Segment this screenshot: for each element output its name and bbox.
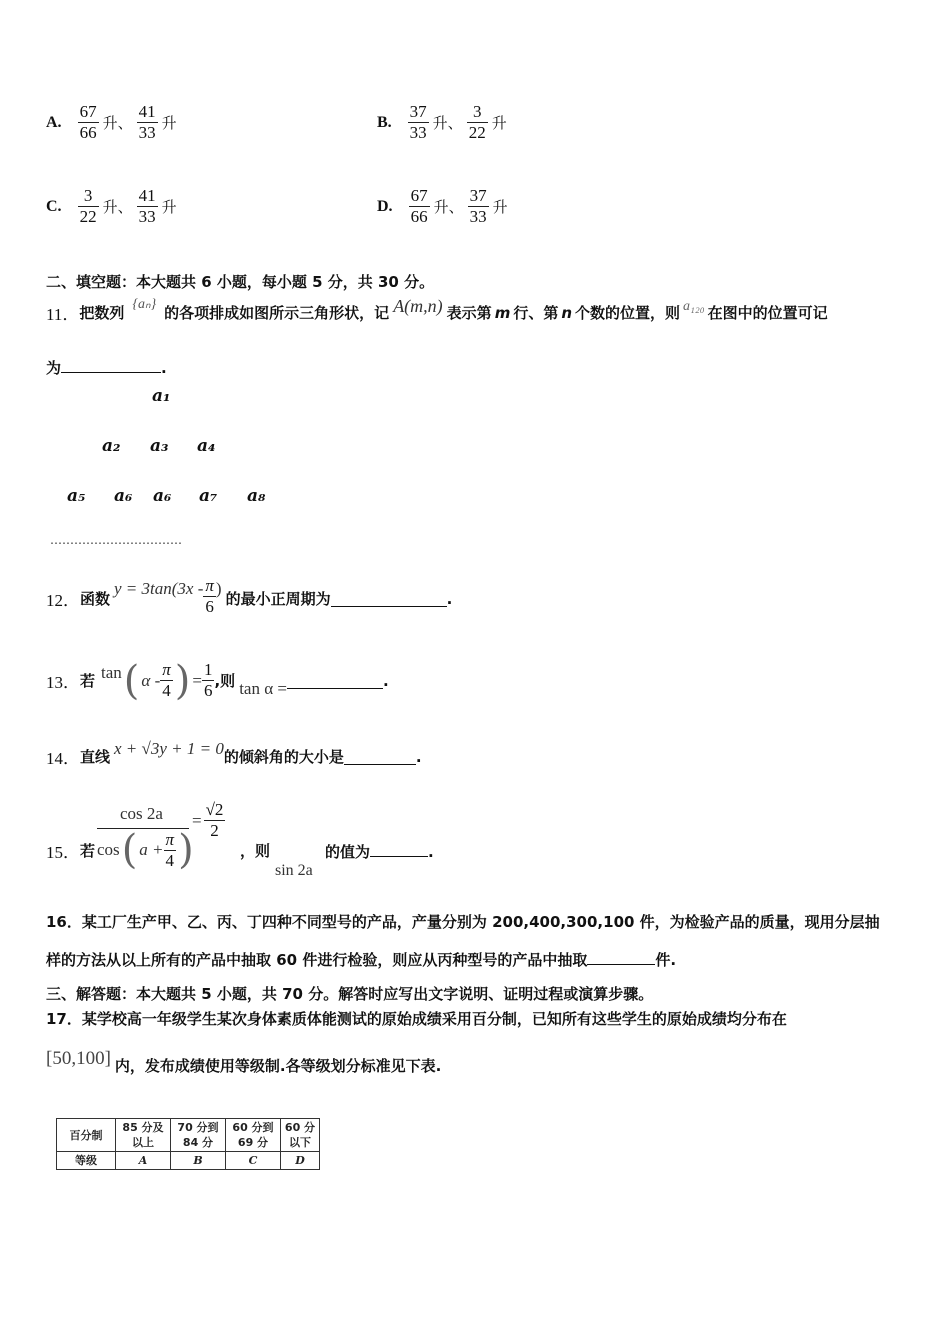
question-number: 13． — [46, 673, 80, 692]
fraction: $\frac{\pi}{4}$ — [165, 829, 175, 870]
table-cell: C — [226, 1152, 281, 1170]
q11-text: 为 — [46, 359, 62, 377]
fraction: $\frac{\pi}{6}$ — [205, 576, 214, 616]
unit-sep: 升、 — [102, 198, 133, 216]
tri-a1: a₁ — [152, 386, 171, 406]
q13-end: . — [382, 671, 389, 690]
tri-a7: a₇ — [199, 486, 218, 506]
question-number: 15． — [46, 842, 80, 862]
paren-left: ( — [121, 827, 138, 873]
q15 — [46, 828, 196, 872]
answer-blank[interactable] — [287, 672, 383, 689]
unit: 升 — [492, 198, 508, 216]
option-label: B. — [377, 113, 392, 131]
grade-table — [56, 1118, 320, 1170]
q17-line1: 17．某学校高一年级学生某次身体素质体能测试的原始成绩采用百分制，已知所有这些学生的原始成绩均分布在 — [46, 1010, 787, 1028]
function-expr: y = 3tan(3x - — [114, 578, 204, 598]
unit: 升 — [161, 198, 177, 216]
q15-top: cos 2a — [120, 804, 163, 823]
q14-text: 直线 — [80, 748, 111, 766]
unit: 升 — [491, 114, 507, 132]
section3-header: 三、解答题：本大题共 5 小题，共 70 分。解答时应写出文字说明、证明过程或演算步骤。 — [46, 985, 654, 1003]
option-c[interactable] — [46, 186, 177, 227]
q11-end: . — [161, 359, 167, 377]
question-number: 12． — [46, 591, 80, 610]
table-header-cell: 百分制 — [57, 1119, 116, 1152]
equals: = — [192, 810, 202, 830]
cos-fn: cos — [97, 840, 120, 859]
fraction: $\frac{41}{33}$ — [138, 186, 156, 226]
tri-a6b: a₆ — [153, 486, 172, 506]
q11-text: 在图中的位置可记 — [707, 304, 828, 322]
sin2a-expr: sin 2a — [275, 862, 313, 879]
option-a[interactable] — [46, 102, 177, 143]
table-cell: A — [116, 1152, 171, 1170]
inner-expr: α - — [141, 670, 161, 690]
function-expr-close: ) — [215, 578, 222, 598]
table-cell: D — [281, 1152, 320, 1170]
q11-text: 把数列 — [79, 304, 125, 322]
fraction: $\frac{67}{66}$ — [410, 186, 428, 226]
table-row — [57, 1119, 320, 1152]
tri-a2: a₂ — [102, 436, 121, 456]
q11-text: 的各项排成如图所示三角形状，记 — [164, 304, 390, 322]
fraction: $\frac{3}{22}$ — [468, 102, 486, 142]
q12-text: 函数 — [80, 590, 111, 608]
option-label: D. — [377, 197, 393, 215]
answer-blank[interactable] — [344, 748, 416, 765]
table-header-cell: 等级 — [57, 1152, 116, 1170]
tan-fn: tan — [101, 662, 122, 682]
q15-text: 若 — [80, 841, 96, 860]
answer-blank[interactable] — [370, 840, 428, 857]
inner-expr: a + — [139, 840, 164, 859]
position-expr: A(m,n) — [393, 296, 443, 316]
q15-rhs — [192, 800, 225, 841]
table-cell: B — [171, 1152, 226, 1170]
paren-right: ) — [178, 827, 194, 873]
tri-a5: a₅ — [67, 486, 86, 506]
q11-text: 个数的位置，则 — [575, 304, 681, 322]
fraction: $\frac{67}{66}$ — [79, 102, 97, 142]
q11-line1 — [46, 296, 828, 325]
section2-header: 二、填空题：本大题共 6 小题，每小题 5 分，共 30 分。 — [46, 273, 435, 291]
tri-a8: a₈ — [247, 486, 266, 506]
q15-end: . — [428, 843, 434, 861]
answer-blank[interactable] — [331, 590, 447, 607]
q16-text: 样的方法从以上所有的产品中抽取 60 件进行检验，则应从丙种型号的产品中抽取 — [46, 951, 588, 969]
option-label: A. — [46, 113, 62, 131]
option-b[interactable] — [377, 102, 507, 143]
fraction: $\frac{3}{22}$ — [79, 186, 97, 226]
equals: = — [192, 670, 202, 690]
q13-text: 若 — [80, 672, 96, 690]
question-number: 14． — [46, 749, 80, 768]
q11-text: 行、第 — [513, 304, 559, 322]
var-m: m — [494, 303, 511, 322]
table-cell: 60 分到 69 分 — [226, 1119, 281, 1152]
q13-text: ,则 — [214, 672, 236, 690]
q15-text2: ，则 — [240, 842, 271, 860]
fraction: $\frac{37}{33}$ — [469, 186, 487, 226]
tri-a6: a₆ — [114, 486, 133, 506]
sequence-expr: {aₙ} — [132, 297, 157, 312]
q14-end: . — [415, 747, 422, 766]
interval-expr: [50,100] — [46, 1048, 111, 1069]
tri-a4: a₄ — [197, 436, 216, 456]
q15-text: 的值为 — [325, 843, 371, 861]
q12-end: . — [446, 589, 453, 608]
tri-a3: a₃ — [150, 436, 169, 456]
q12-text: 的最小正周期为 — [225, 590, 331, 608]
tan-alpha-expr: tan α = — [239, 678, 287, 698]
q13 — [46, 657, 389, 704]
unit-sep: 升、 — [433, 198, 464, 216]
question-number: 11． — [46, 305, 80, 324]
q11-text: 表示第 — [446, 304, 492, 322]
q11-line2 — [46, 356, 167, 378]
fraction: $\frac{37}{33}$ — [409, 102, 427, 142]
option-label: C. — [46, 197, 62, 215]
table-cell: 60 分 以下 — [281, 1119, 320, 1152]
tri-dots: …………………………… — [50, 533, 182, 547]
unit-sep: 升、 — [102, 114, 133, 132]
q12 — [46, 578, 452, 619]
var-n: n — [561, 303, 573, 322]
q16-unit: 件. — [655, 951, 677, 969]
fraction: $\frac{41}{33}$ — [138, 102, 156, 142]
q17-text: 内，发布成绩使用等级制.各等级划分标准见下表. — [114, 1056, 442, 1075]
table-row — [57, 1152, 320, 1170]
q14-text: 的倾斜角的大小是 — [223, 748, 344, 766]
fraction: $\frac{\pi}{4}$ — [162, 660, 171, 700]
line-equation: x + √3y + 1 = 0 — [114, 738, 224, 758]
a120-expr: a₁₂₀ — [683, 298, 705, 314]
paren-right: ) — [174, 657, 191, 704]
q16-line2 — [46, 948, 676, 970]
q16-line1: 16．某工厂生产甲、乙、丙、丁四种不同型号的产品，产量分别为 200,400,300,100 件，为检验产品的质量，现用分层抽 — [46, 913, 880, 931]
table-cell: 70 分到 84 分 — [171, 1119, 226, 1152]
fraction: $\frac{1}{6}$ — [203, 660, 213, 700]
paren-left: ( — [123, 657, 140, 704]
answer-blank[interactable] — [587, 948, 655, 965]
unit: 升 — [161, 114, 177, 132]
q15-tail — [325, 840, 434, 862]
answer-blank[interactable] — [61, 356, 161, 373]
option-d[interactable] — [377, 186, 508, 227]
q17-line2 — [46, 1048, 442, 1076]
unit-sep: 升、 — [432, 114, 463, 132]
q14 — [46, 738, 422, 769]
fraction: $\frac{√2}{2}$ — [205, 800, 224, 840]
table-cell: 85 分及 以上 — [116, 1119, 171, 1152]
